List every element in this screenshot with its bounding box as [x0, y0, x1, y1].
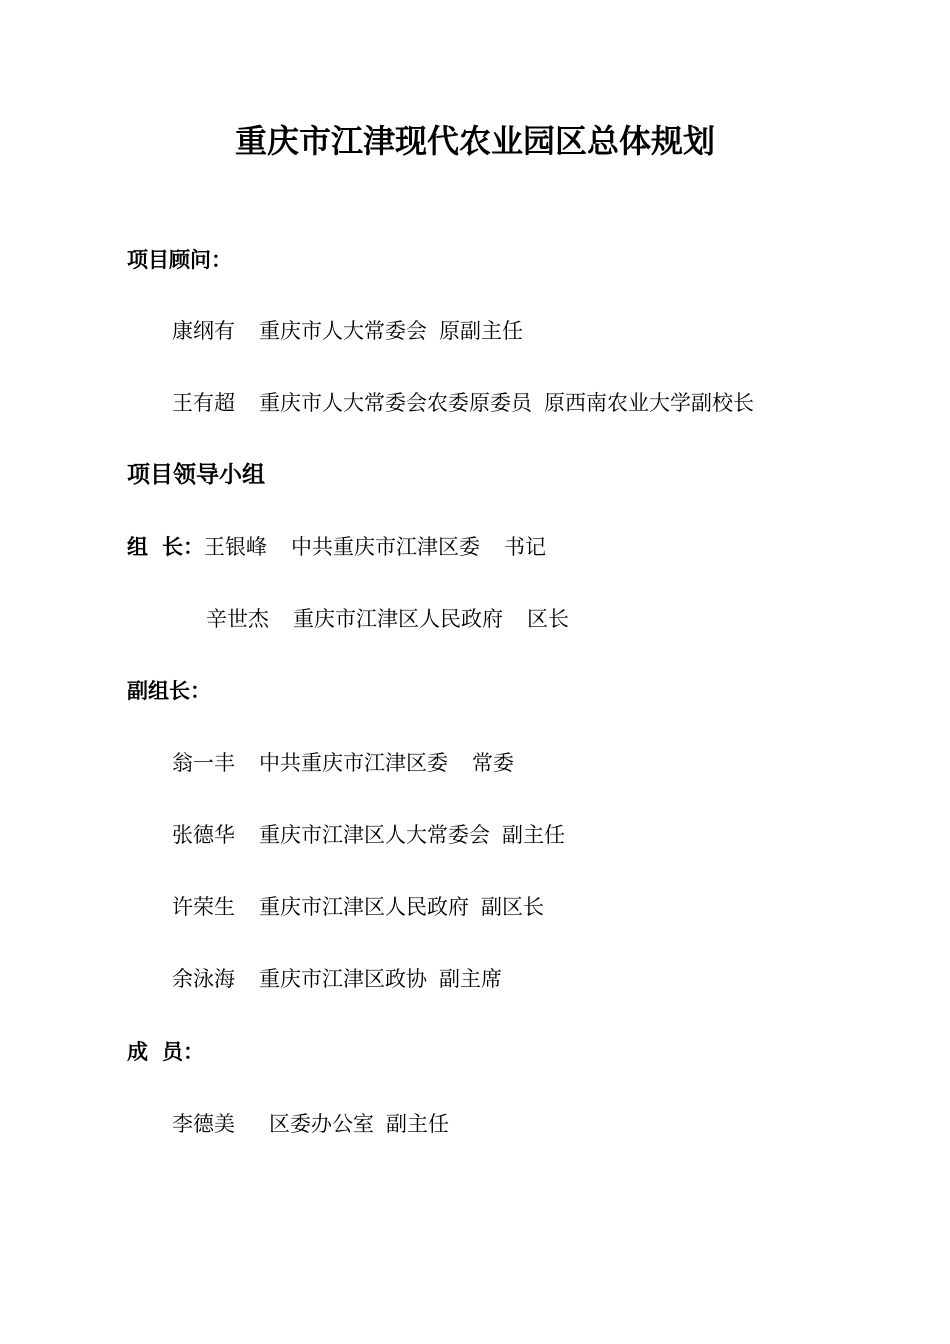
- person-role: 常委: [472, 751, 514, 775]
- person-name: 许荣生: [172, 895, 235, 919]
- leader-row: [206, 604, 569, 634]
- person-name: 辛世杰: [206, 607, 269, 631]
- person-role: 副主席: [439, 967, 502, 991]
- person-name: 翁一丰: [172, 751, 235, 775]
- person-org: 重庆市人大常委会: [259, 319, 427, 343]
- person-role: 副区长: [481, 895, 544, 919]
- leader-row: [127, 532, 546, 562]
- document-title: 重庆市江津现代农业园区总体规划: [234, 122, 715, 160]
- person-org: 重庆市江津区人大常委会: [259, 823, 490, 847]
- person-name: 李德美: [172, 1112, 235, 1136]
- person-name: 余泳海: [172, 967, 235, 991]
- leading-group-heading: 项目领导小组: [127, 461, 265, 488]
- person-org: 区委办公室: [269, 1112, 374, 1136]
- person-name: 王有超: [172, 391, 235, 415]
- person-org: 中共重庆市江津区委: [291, 535, 480, 559]
- person-role: 书记: [504, 535, 546, 559]
- person-role: 副主任: [502, 823, 565, 847]
- deputy-row: [172, 748, 514, 778]
- advisors-heading: 项目顾问：: [127, 247, 232, 272]
- person-org: 重庆市江津区人民政府: [293, 607, 503, 631]
- deputy-row: [172, 964, 502, 994]
- deputy-row: [172, 820, 565, 850]
- member-row: [172, 1109, 449, 1139]
- person-role: 副主任: [386, 1112, 449, 1136]
- person-role: 区长: [527, 607, 569, 631]
- person-org: 重庆市江津区政协: [259, 967, 427, 991]
- leaders-label: 组 长：: [127, 534, 204, 559]
- person-role: 原副主任: [439, 319, 523, 343]
- person-name: 张德华: [172, 823, 235, 847]
- person-role: 原西南农业大学副校长: [544, 391, 754, 415]
- person-org: 重庆市江津区人民政府: [259, 895, 469, 919]
- advisor-row: [172, 316, 523, 346]
- deputy-row: [172, 892, 544, 922]
- advisor-row: [172, 388, 754, 418]
- members-label: 成 员：: [127, 1039, 204, 1064]
- person-org: 重庆市人大常委会农委原委员: [259, 391, 532, 415]
- person-name: 王银峰: [204, 535, 267, 559]
- person-org: 中共重庆市江津区委: [259, 751, 448, 775]
- deputies-label: 副组长：: [127, 678, 211, 703]
- person-name: 康纲有: [172, 319, 235, 343]
